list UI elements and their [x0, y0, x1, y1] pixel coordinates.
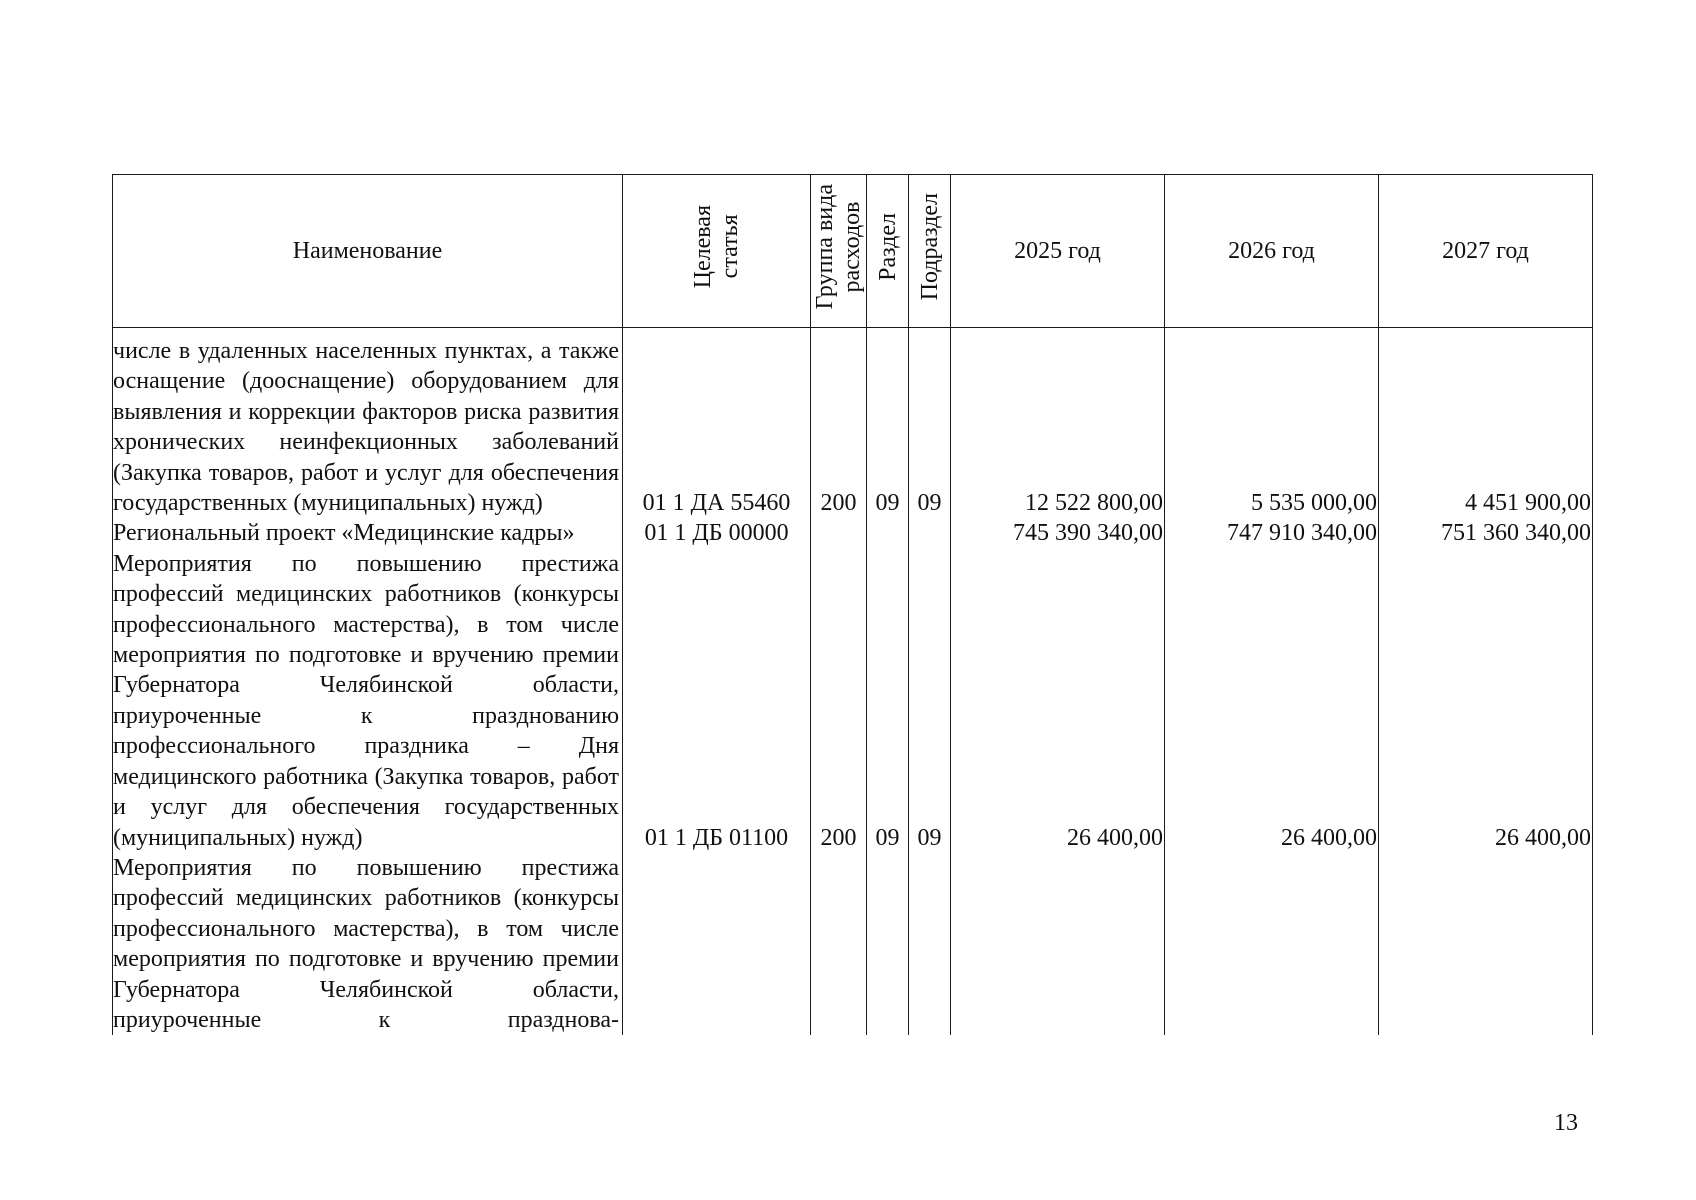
- row-group-cell: [811, 853, 867, 1035]
- row-2025-cell: 12 522 800,00: [951, 328, 1165, 519]
- budget-table: [112, 174, 1593, 1035]
- table-row: [113, 853, 1593, 1035]
- row-2025-cell: 26 400,00: [951, 549, 1165, 853]
- row-group-cell: 200: [811, 328, 867, 519]
- row-2025-cell: [951, 853, 1165, 1035]
- header-target-article-line1: Целевая: [689, 205, 716, 289]
- page-number: 13: [1554, 1110, 1578, 1136]
- row-subsection-cell: [909, 853, 951, 1035]
- row-2026-cell: [1165, 853, 1379, 1035]
- row-name-cell: Мероприятия по повышению престижа профессий медицинских работников (конкурсы профессионального мастерства), в том числе мероприятия по подготовке и вручению премии Губернатора Челябинской области, приуроченные к празднованию профессионального праздника – Дня медицинского работника (Закупка товаров, работ и услуг для обеспечения государственных (муниципальных) нужд): [113, 549, 623, 853]
- row-code-cell: 01 1 ДБ 01100: [623, 549, 811, 853]
- header-year-2027: 2027 год: [1379, 175, 1593, 328]
- row-name-cell: Региональный проект «Медицинские кадры»: [113, 518, 623, 548]
- table-row: [113, 549, 1593, 853]
- header-subsection: Подраздел: [909, 175, 951, 328]
- header-target-article-line2: статья: [716, 214, 743, 279]
- row-subsection-cell: 09: [909, 328, 951, 519]
- row-section-cell: [867, 518, 909, 548]
- table-row: [113, 518, 1593, 548]
- row-2027-cell: [1379, 853, 1593, 1035]
- table-row: [113, 328, 1593, 519]
- row-2026-cell: 747 910 340,00: [1165, 518, 1379, 548]
- row-2026-cell: 5 535 000,00: [1165, 328, 1379, 519]
- row-code-cell: 01 1 ДА 55460: [623, 328, 811, 519]
- row-code-cell: [623, 853, 811, 1035]
- row-2026-cell: 26 400,00: [1165, 549, 1379, 853]
- header-expense-group-line2: расходов: [838, 201, 865, 293]
- header-year-2026: 2026 год: [1165, 175, 1379, 328]
- row-group-cell: [811, 518, 867, 548]
- header-section: Раздел: [867, 175, 909, 328]
- row-name-cell: числе в удаленных населенных пунктах, а также оснащение (дооснащение) оборудованием для выявления и коррекции факторов риска развития хронических неинфекционных заболеваний (Закупка товаров, работ и услуг для обеспечения государственных (муниципальных) нужд): [113, 328, 623, 519]
- header-expense-group-line1: Группа вида: [811, 184, 838, 310]
- row-subsection-cell: 09: [909, 549, 951, 853]
- row-code-cell: 01 1 ДБ 00000: [623, 518, 811, 548]
- row-name-cell: Мероприятия по повышению престижа профессий медицинских работников (конкурсы профессионального мастерства), в том числе мероприятия по подготовке и вручению премии Губернатора Челябинской области, приуроченные к празднова-: [113, 853, 623, 1035]
- row-group-cell: 200: [811, 549, 867, 853]
- row-subsection-cell: [909, 518, 951, 548]
- row-2025-cell: 745 390 340,00: [951, 518, 1165, 548]
- row-2027-cell: 751 360 340,00: [1379, 518, 1593, 548]
- header-expense-group: [811, 175, 867, 328]
- header-target-article: [623, 175, 811, 328]
- table-header-row: [113, 175, 1593, 328]
- row-section-cell: 09: [867, 549, 909, 853]
- row-section-cell: [867, 853, 909, 1035]
- row-section-cell: 09: [867, 328, 909, 519]
- header-name: Наименование: [113, 175, 623, 328]
- row-2027-cell: 4 451 900,00: [1379, 328, 1593, 519]
- header-year-2025: 2025 год: [951, 175, 1165, 328]
- row-2027-cell: 26 400,00: [1379, 549, 1593, 853]
